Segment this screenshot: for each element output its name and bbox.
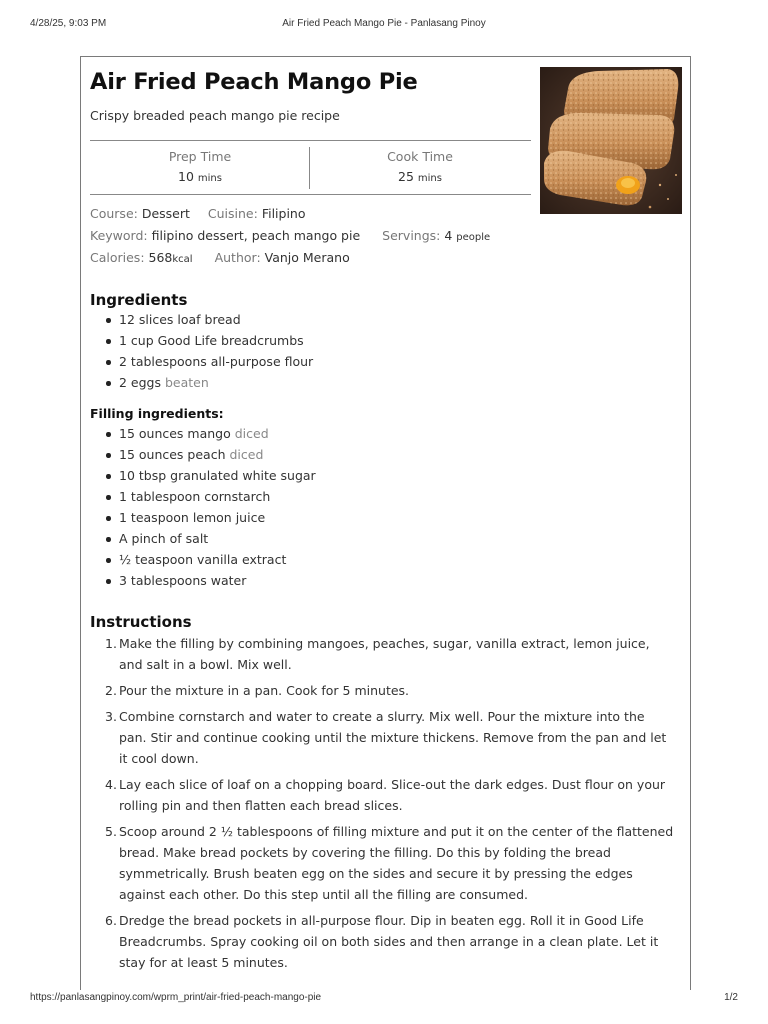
instruction-step: 3. Combine cornstarch and water to create a slurry. Mix well. Pour the mixture into the pan. Stir and continue cooking until the mixture thickens. Remove from the pan and let it cool down.	[105, 709, 667, 766]
ingredient-text: 2 tablespoons all-purpose flour	[119, 354, 314, 369]
instruction-text: Pour the mixture in a pan. Cook for 5 minutes.	[119, 683, 410, 698]
prep-time-label: Prep Time	[168, 149, 232, 164]
prep-time-number: 10	[178, 169, 194, 184]
keyword-label: Keyword:	[90, 228, 148, 243]
print-page-title: Air Fried Peach Mango Pie - Panlasang Pinoy	[282, 18, 486, 29]
list-item	[81, 446, 316, 467]
servings-label: Servings:	[382, 228, 441, 243]
prep-time-unit: mins	[197, 173, 222, 184]
cook-time-value	[310, 169, 530, 184]
instruction-text: Scoop around 2 ½ tablespoons of filling mixture and put it on the center of the flattened bread. Make bread pockets by covering the filling. Do this by folding the bread symmetrically. Brush beaten egg on the sides and secure it by pressing the edges against each other. Do this step until all the filling are consumed.	[119, 824, 674, 902]
ingredient-text: 1 cup Good Life breadcrumbs	[119, 333, 304, 348]
cook-time	[310, 149, 530, 184]
ingredient-text: A pinch of salt	[119, 531, 209, 546]
list-item	[81, 425, 316, 446]
instruction-step: 5. Scoop around 2 ½ tablespoons of filling mixture and put it on the center of the flattened bread. Make bread pockets by covering the filling. Do this by folding the bread symmetrically. Brush beaten egg on the sides and secure it by pressing the edges against each other. Do this step until all the filling are consumed.	[105, 824, 674, 902]
instructions-heading: Instructions	[90, 613, 192, 631]
course-value: Dessert	[141, 206, 190, 221]
list-item	[81, 467, 316, 488]
list-item	[81, 332, 313, 353]
recipe-times	[90, 140, 531, 195]
print-page-number: 1/2	[724, 992, 738, 1003]
print-footer	[0, 992, 768, 1006]
list-item	[81, 374, 313, 395]
print-header	[0, 18, 768, 32]
ingredient-text: 15 ounces peach	[119, 447, 226, 462]
cuisine-value: Filipino	[261, 206, 306, 221]
ingredient-note: diced	[229, 447, 264, 462]
cook-time-number: 25	[398, 169, 414, 184]
cuisine-label: Cuisine:	[207, 206, 258, 221]
ingredient-text: 1 tablespoon cornstarch	[119, 489, 271, 504]
instruction-text: Lay each slice of loaf on a chopping board. Slice-out the dark edges. Dust flour on your rolling pin and then flatten each bread slices.	[119, 777, 666, 813]
cook-time-label: Cook Time	[387, 149, 453, 164]
print-url: https://panlasangpinoy.com/wprm_print/air-fried-peach-mango-pie	[30, 992, 322, 1003]
prep-time	[90, 149, 310, 184]
list-item	[81, 353, 313, 374]
filling-ingredients-list	[81, 425, 316, 593]
instruction-text: Dredge the bread pockets in all-purpose flour. Dip in beaten egg. Roll it in Good Life Breadcrumbs. Spray cooking oil on both sides and then arrange in a clean plate. Let it stay for at least 5 minutes.	[119, 913, 659, 970]
cook-time-unit: mins	[417, 173, 442, 184]
instruction-text: Make the filling by combining mangoes, peaches, sugar, vanilla extract, lemon juice, and salt in a bowl. Mix well.	[119, 636, 650, 672]
keyword-value: filipino dessert, peach mango pie	[151, 228, 361, 243]
calories-label: Calories:	[90, 250, 145, 265]
instruction-step: 4. Lay each slice of loaf on a chopping board. Slice-out the dark edges. Dust flour on your rolling pin and then flatten each bread slices.	[105, 777, 666, 813]
ingredient-text: 3 tablespoons water	[119, 573, 247, 588]
list-item	[81, 509, 316, 530]
author-label: Author:	[214, 250, 261, 265]
instruction-step: 2. Pour the mixture in a pan. Cook for 5 minutes.	[105, 683, 410, 698]
course-label: Course:	[90, 206, 138, 221]
ingredients-heading: Ingredients	[90, 291, 188, 309]
instructions-list	[81, 633, 681, 978]
print-datetime: 4/28/25, 9:03 PM	[30, 18, 107, 29]
ingredient-text: ½ teaspoon vanilla extract	[119, 552, 287, 567]
meta-course-cuisine	[90, 206, 306, 221]
ingredient-text: 12 slices loaf bread	[119, 312, 241, 327]
meta-calories-author	[90, 250, 350, 265]
ingredient-text: 2 eggs	[119, 375, 161, 390]
meta-keyword-servings	[90, 228, 490, 243]
recipe-title: Air Fried Peach Mango Pie	[90, 69, 418, 95]
list-item	[81, 530, 316, 551]
filling-ingredients-heading: Filling ingredients:	[90, 406, 224, 421]
ingredient-text: 10 tbsp granulated white sugar	[119, 468, 316, 483]
list-item	[81, 551, 316, 572]
calories-unit: kcal	[172, 254, 193, 265]
list-item	[81, 488, 316, 509]
author-value: Vanjo Merano	[264, 250, 350, 265]
instruction-text: Combine cornstarch and water to create a slurry. Mix well. Pour the mixture into the pan. Stir and continue cooking until the mixture thickens. Remove from the pan and let it cool down.	[119, 709, 667, 766]
ingredient-note: beaten	[164, 375, 209, 390]
servings-value: 4	[444, 228, 453, 243]
recipe-summary: Crispy breaded peach mango pie recipe	[90, 108, 340, 123]
ingredient-text: 15 ounces mango	[119, 426, 231, 441]
servings-unit: people	[456, 232, 491, 243]
list-item	[81, 311, 313, 332]
prep-time-value	[90, 169, 310, 184]
calories-value: 568	[148, 250, 173, 265]
recipe-photo	[540, 67, 682, 214]
ingredient-note: diced	[234, 426, 269, 441]
ingredient-text: 1 teaspoon lemon juice	[119, 510, 266, 525]
recipe-card	[80, 56, 691, 990]
ingredients-list	[81, 311, 313, 395]
instruction-step: 1. Make the filling by combining mangoes, peaches, sugar, vanilla extract, lemon juice, and salt in a bowl. Mix well.	[105, 636, 650, 672]
instruction-step: 6. Dredge the bread pockets in all-purpose flour. Dip in beaten egg. Roll it in Good Life Breadcrumbs. Spray cooking oil on both sides and then arrange in a clean plate. Let it stay for at least 5 minutes.	[105, 913, 659, 970]
list-item	[81, 572, 316, 593]
